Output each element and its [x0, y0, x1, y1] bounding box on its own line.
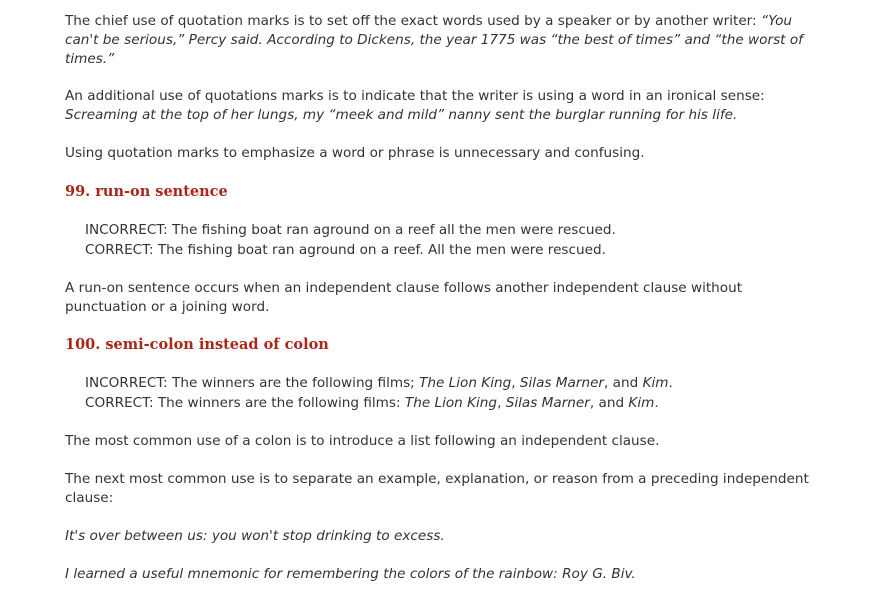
film-title: The Lion King [419, 375, 512, 391]
example-sentence: The fishing boat ran aground on a reef all the men were rescued. [167, 222, 616, 238]
correct-example [85, 393, 810, 413]
incorrect-label: INCORRECT: [85, 375, 168, 391]
emphasis-paragraph: Using quotation marks to emphasize a word or phrase is unnecessary and confusing. [65, 145, 645, 161]
film-title: Kim [628, 395, 655, 411]
paragraph-text: An additional use of quotations marks is to indicate that the writer is using a word in an ironical sense: [65, 88, 765, 104]
film-title: Kim [642, 375, 669, 391]
film-title: Silas Marner [519, 375, 605, 391]
paragraph-text: The chief use of quotation marks is to set off the exact words used by a speaker or by another writer: [65, 13, 761, 29]
example-text: Screaming at the top of her lungs, my “meek and mild” nanny sent the burglar running for his life. [65, 107, 738, 123]
correct-example [85, 240, 810, 260]
film-title: The Lion King [404, 395, 498, 411]
separator: , [497, 395, 506, 411]
run-on-explanation: A run-on sentence occurs when an independent clause follows another independent clause without punctuation or a joining word. [65, 280, 743, 315]
incorrect-example [85, 373, 810, 393]
colon-usage-paragraph: The most common use of a colon is to introduce a list following an independent clause. [65, 433, 660, 449]
example-text: “You can't be serious,” Percy said. According to Dickens, the year 1775 was “the best of times” and “the worst of times.” [65, 13, 803, 67]
example-sentence: The winners are the following films; [167, 375, 420, 391]
separator: , [511, 375, 520, 391]
run-on-examples [65, 220, 810, 260]
colon-examples [65, 373, 810, 413]
incorrect-example [85, 220, 810, 240]
ironical-usage-paragraph [65, 87, 810, 125]
section-heading-100: 100. semi-colon instead of colon [65, 336, 329, 353]
film-title: Silas Marner [505, 395, 590, 411]
example-text: It's over between us: you won't stop drinking to excess. [65, 528, 445, 544]
example-sentence: The fishing boat ran aground on a reef. All the men were rescued. [153, 242, 606, 258]
colon-example-1 [65, 527, 810, 546]
article-body [65, 12, 810, 603]
correct-label: CORRECT: [85, 395, 154, 411]
example-sentence: The winners are the following films: [153, 395, 405, 411]
incorrect-label: INCORRECT: [85, 222, 168, 238]
quotation-usage-paragraph [65, 12, 810, 69]
correct-label: CORRECT: [85, 242, 154, 258]
example-text: I learned a useful mnemonic for remembering the colors of the rainbow: Roy G. Biv. [65, 566, 636, 582]
separator: , and [604, 375, 643, 391]
period: . [668, 375, 673, 391]
colon-secondary-usage-paragraph: The next most common use is to separate an example, explanation, or reason from a preceding independent clause: [65, 471, 809, 506]
period: . [654, 395, 659, 411]
separator: , and [589, 395, 629, 411]
colon-example-2 [65, 565, 810, 584]
section-heading-99: 99. run-on sentence [65, 183, 228, 200]
